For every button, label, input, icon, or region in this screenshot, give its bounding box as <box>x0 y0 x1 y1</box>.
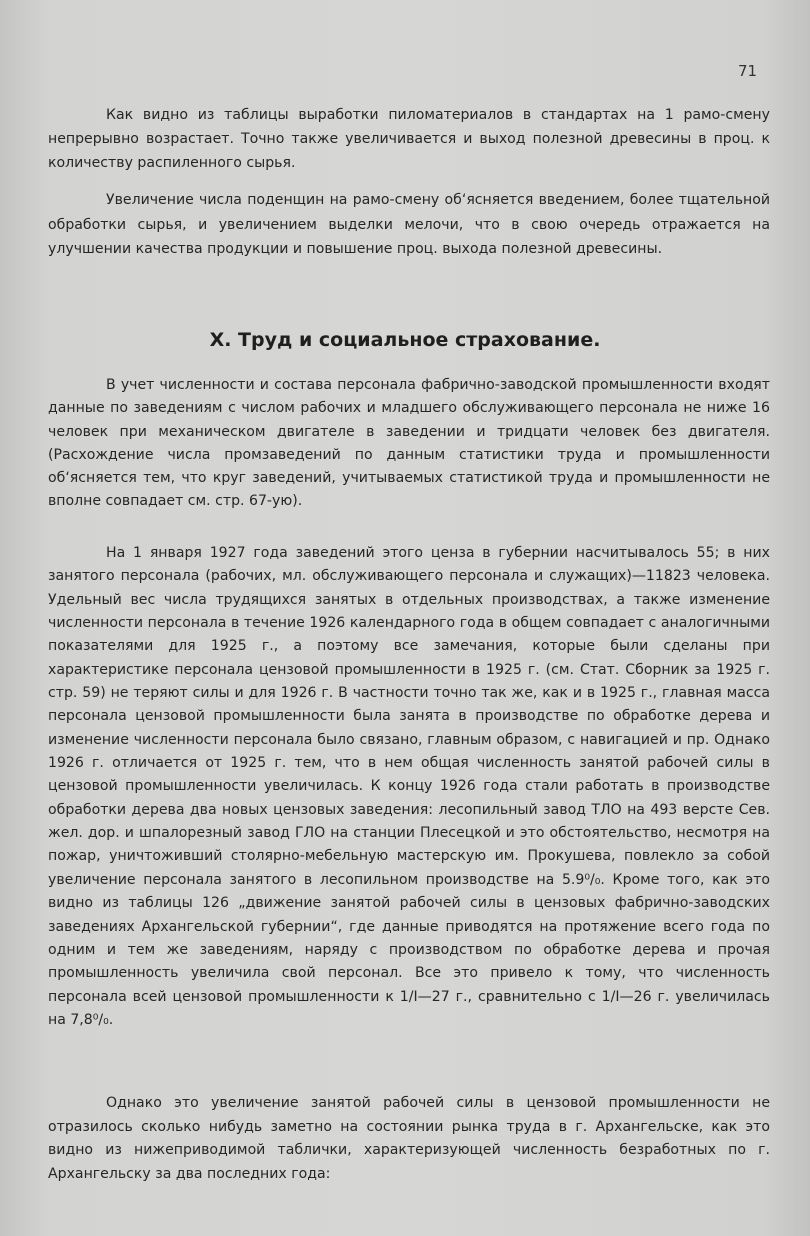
paragraph-text: Увеличение числа поденщин на рамо-смену об‘ясняется введением, более тщательной обработки сырья, и увеличением выделки мелочи, что в свою очередь отражается на улучшении качества продукции и повышение проц. выхода полезной древесины. <box>48 192 770 257</box>
section-heading: X. Труд и социальное страхование. <box>209 329 601 351</box>
paragraph-personnel-accounting <box>48 374 770 514</box>
paragraph-text: На 1 января 1927 года заведений этого ценза в губернии насчитывалось 55; в них занятого персонала (рабочих, мл. обслуживающего персонала и служащих)—11823 человека. Удельный вес числа трудящихся занятых в отдельных производствах, а также изменение численности персонала в течение 1926 календарного года в общем совпадает с аналогичными показателями для 1925 г., а поэтому все замечания, которые были сделаны при характеристике персонала цензовой промышленности в 1925 г. (см. Стат. Сборник за 1925 г. стр. 59) не теряют силы и для 1926 г. В частности точно так же, как и в 1925 г., главная масса персонала цензовой промышленности была занята в производстве по обработке дерева и изменение численности персонала было связано, главным образом, с навигацией и пр. Однако 1926 г. отличается от 1925 г. тем, что в нем общая численность занятой рабочей силы в цензовой промышленности увеличилась. К концу 1926 года стали работать в производстве обработки дерева два новых цензовых заведения: лесопильный завод ТЛО на 493 версте Сев. жел. дор. и шпалорезный завод ГЛО на станции Плесецкой и это обстоятельство, несмотря на пожар, уничтоживший столярно-мебельную мастерскую им. Прокушева, повлекло за собой увеличение персонала занятого в лесопильном производстве на 5.9⁰/₀. Кроме того, как это видно из таблицы 126 „движение занятой рабочей силы в цензовых фабрично-заводских заведениях Архангельской губернии“, где данные приводятся на протяжение всего года по одним и тем же заведениям, наряду с производством по обработке дерева и прочая промышленность увеличила свой персонал. Все это привело к тому, что численность персонала всей цензовой промышленности к 1/I—27 г., сравнительно с 1/I—26 г. увеличилась на 7,8⁰/₀. <box>48 545 770 1028</box>
paragraph-census-1927 <box>48 542 770 1032</box>
paragraph-text: Однако это увеличение занятой рабочей силы в цензовой промышленности не отразилось сколько нибудь заметно на состоянии рынка труда в г. Архангельске, как это видно из нижеприводимой таблички, характеризующей численность безработных по г. Архангельску за два последних года: <box>48 1095 770 1182</box>
page-number: 71 <box>738 62 758 80</box>
paragraph-sawn-timber-output <box>48 103 770 175</box>
paragraph-labor-market <box>48 1092 770 1186</box>
paragraph-text: В учет численности и состава персонала фабрично-заводской промышленности входят данные по заведениям с числом рабочих и младшего обслуживающего персонала не ниже 16 человек при механическом двигателе в заведении и тридцати человек без двигателя. (Расхождение числа промзаведений по данным статистики труда и промышленности об‘ясняется тем, что круг заведений, учитываемых статистикой труда и промышленности не вполне совпадает см. стр. 67-ую). <box>48 377 770 510</box>
paragraph-text: Как видно из таблицы выработки пиломатериалов в стандартах на 1 рамо-смену непрерывно возрастает. Точно также увеличивается и выход полезной древесины в проц. к количеству распиленного сырья. <box>48 107 770 171</box>
paragraph-shift-increase <box>48 188 770 262</box>
